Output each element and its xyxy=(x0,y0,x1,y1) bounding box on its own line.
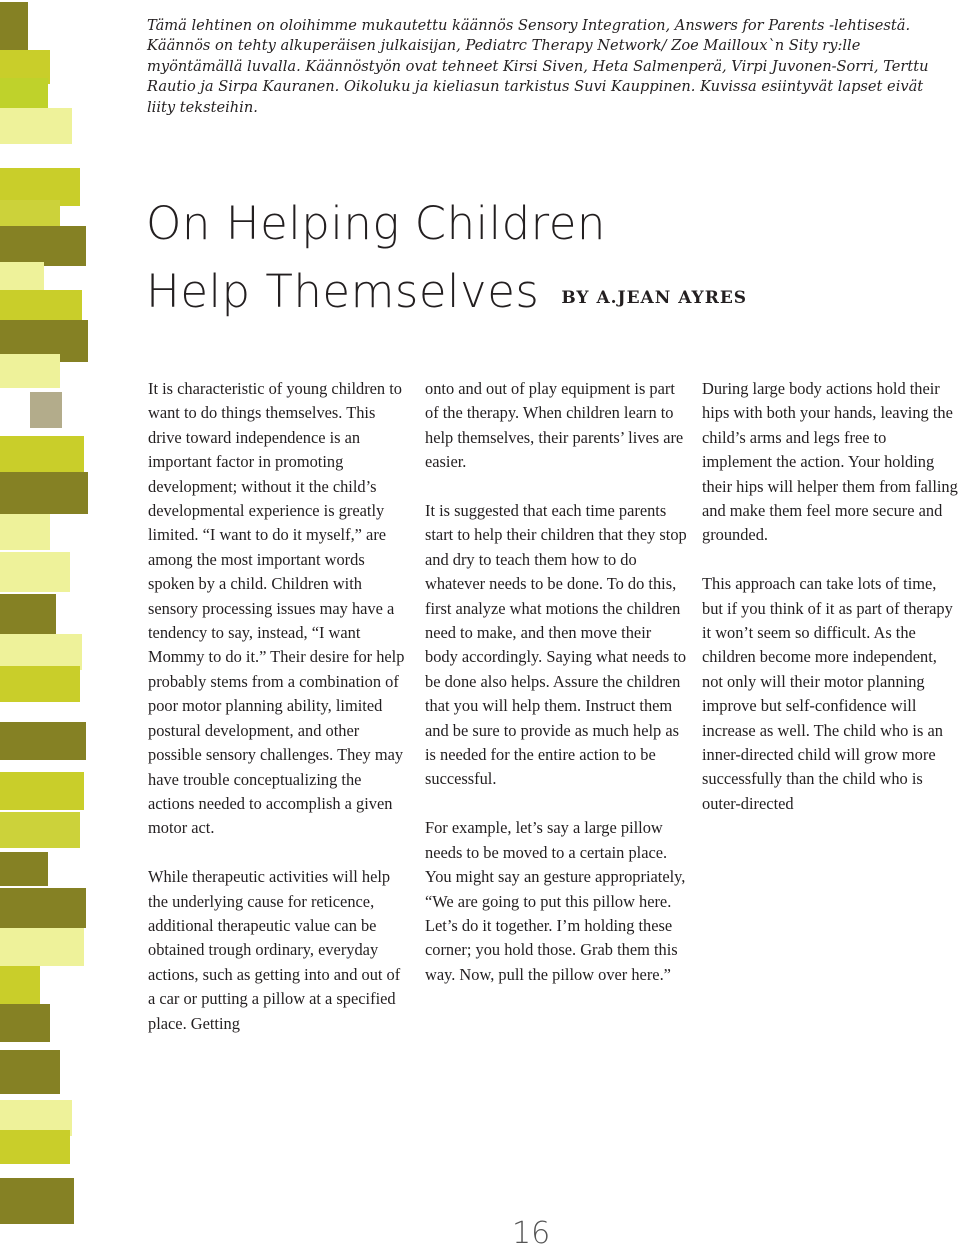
stripe xyxy=(0,514,50,550)
title-line-1: On Helping Children xyxy=(146,197,606,250)
stripe xyxy=(0,812,80,848)
text-column-1 xyxy=(148,377,406,1060)
stripe xyxy=(0,634,82,670)
stripe xyxy=(0,852,48,886)
paragraph: This approach can take lots of time, but if you think of it as part of therapy it won’t seem so difficult. As the children become more independent, not only will their motor planning improve but self-confidence will increase as well. The child who is an inner-directed child will grow more successfully than the child who is outer-directed xyxy=(702,574,953,813)
stripe xyxy=(0,552,70,592)
paragraph: During large body actions hold their hips with both your hands, leaving the child’s arms and legs free to implement the action. Your holding their hips will helper them from falling and make them feel more secure and grounded. xyxy=(702,379,958,545)
stripe xyxy=(0,722,86,760)
article-title xyxy=(146,190,747,332)
stripe xyxy=(0,966,40,1006)
stripe xyxy=(0,772,84,810)
decorative-color-stripes xyxy=(0,0,100,1254)
stripe xyxy=(0,666,80,702)
stripe xyxy=(0,108,72,144)
stripe xyxy=(0,1130,70,1164)
title-line-2-text: Help Themselves xyxy=(146,265,540,318)
author-byline: BY A.JEAN AYRES xyxy=(561,288,748,308)
stripe xyxy=(0,928,84,966)
stripe xyxy=(30,392,62,428)
paragraph: It is characteristic of young children to want to do things themselves. This drive toward independence is an important factor in promoting development; without it the child’s developmental experience is greatly limited. “I want to do it myself,” are among the most important words spoken by a child. Children with sensory processing issues may have a tendency to say, instead, “I want Mommy to do it.” Their desire for help probably stems from a combination of poor motor planning ability, limited postural development, and other possible sensory challenges. They may have trouble conceptualizing the actions needed to accomplish a given motor act. xyxy=(148,379,405,838)
paragraph: onto and out of play equipment is part of the therapy. When children learn to help themselves, their parents’ lives are easier. xyxy=(425,379,684,472)
stripe xyxy=(0,472,88,514)
stripe xyxy=(0,226,86,266)
stripe xyxy=(0,1004,50,1042)
paragraph: For example, let’s say a large pillow needs to be moved to a certain place. You might say an gesture appropriately, “We are going to put this pillow here. Let’s do it together. I’m holding these corner; you hold those. Grab them this way. Now, pull the pillow over here.” xyxy=(425,818,686,984)
stripe xyxy=(0,888,86,928)
stripe xyxy=(0,1178,74,1224)
stripe xyxy=(0,436,84,476)
title-line-2 xyxy=(146,258,747,332)
text-column-2 xyxy=(425,377,687,1012)
stripe xyxy=(0,354,60,388)
text-column-3 xyxy=(702,377,960,841)
stripe xyxy=(0,594,56,636)
paragraph: It is suggested that each time parents start to help their children that they stop and dry to teach them how to do whatever needs to be done. To do this, first analyze what motions the children need to make, and then move their body accordingly. Saying what needs to be done also helps. Assure the children that you will help them. Instruct them and be sure to provide as much help as is needed for the entire action to be successful. xyxy=(425,501,687,789)
page-number: 16 xyxy=(512,1216,551,1251)
paragraph: While therapeutic activities will help the underlying cause for reticence, additional therapeutic value can be obtained trough ordinary, everyday actions, such as getting into and out of a car or putting a pillow at a specified place. Getting xyxy=(148,867,401,1033)
stripe xyxy=(0,1050,60,1094)
translation-note: Tämä lehtinen on oloihimme mukautettu käännös Sensory Integration, Answers for Parents -lehtisestä. Käännös on tehty alkuperäisen julkaisijan, Pediatrc Therapy Network/ Zoe Mailloux`n Sity ry:lle myöntämällä luvalla. Käännöstyön ovat tehneet Kirsi Siven, Heta Salmenperä, Virpi Juvonen-Sorri, Terttu Rautio ja Sirpa Kauranen. Oikoluku ja kieliasun tarkistus Suvi Kauppinen. Kuvissa esiintyvät lapset eivät liity teksteihin. xyxy=(147,17,929,116)
